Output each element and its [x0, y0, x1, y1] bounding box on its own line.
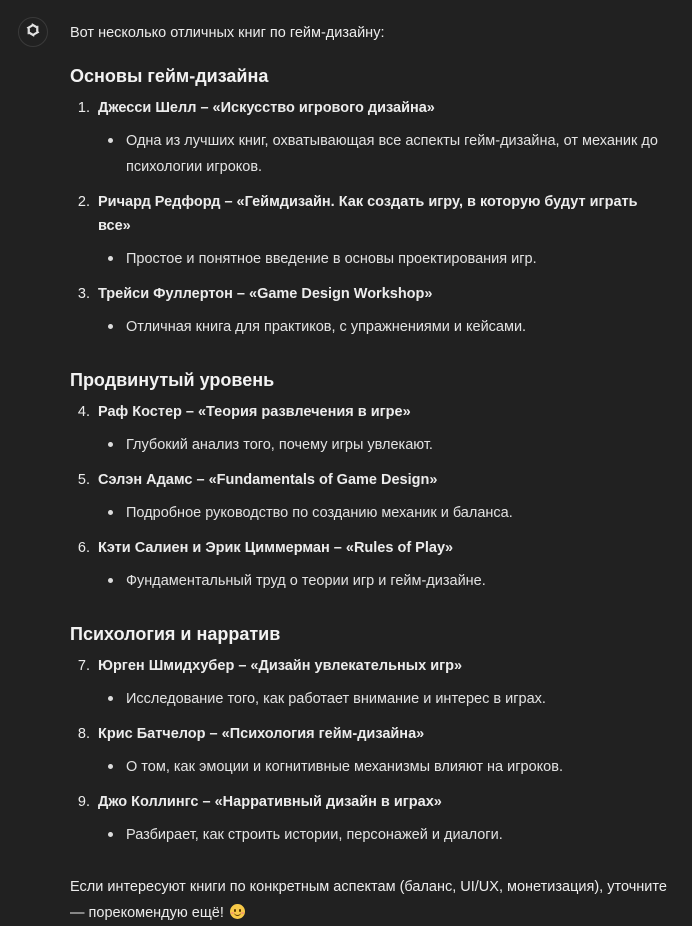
- book-description: [98, 432, 670, 458]
- list-item: [70, 96, 670, 180]
- item-number: 4.: [77, 404, 90, 420]
- item-number: 9.: [77, 794, 90, 810]
- bullet-icon: [108, 324, 113, 329]
- bullet-icon: [108, 256, 113, 261]
- list-item: [70, 790, 670, 848]
- assistant-message: [70, 22, 670, 926]
- bullet-icon: [108, 442, 113, 447]
- list-item: [70, 468, 670, 526]
- book-title: Кэти Салиен и Эрик Циммерман – «Rules of Play»: [98, 540, 454, 556]
- list-item: [70, 536, 670, 594]
- book-list: [70, 654, 670, 848]
- description-text: Разбирает, как строить истории, персонажей и диалоги.: [126, 827, 503, 843]
- book-title: Джо Коллингс – «Нарративный дизайн в играх»: [98, 794, 442, 810]
- book-description: [98, 128, 670, 180]
- description-text: Фундаментальный труд о теории игр и гейм-дизайне.: [126, 573, 486, 589]
- item-number: 2.: [77, 194, 90, 210]
- bullet-icon: [108, 832, 113, 837]
- bullet-icon: [108, 764, 113, 769]
- list-item: [70, 654, 670, 712]
- message-outro: [70, 874, 670, 926]
- list-item: [70, 282, 670, 340]
- book-description: [98, 686, 670, 712]
- book-description: [98, 314, 670, 340]
- item-number: 5.: [77, 472, 90, 488]
- book-description: [98, 246, 670, 272]
- description-text: Подробное руководство по созданию механик и баланса.: [126, 505, 513, 521]
- outro-text: Если интересуют книги по конкретным аспектам (баланс, UI/UX, монетизация), уточните — порекомендую ещё!: [70, 879, 667, 921]
- description-text: Одна из лучших книг, охватывающая все аспекты гейм-дизайна, от механик до психологии игроков.: [126, 133, 658, 175]
- book-description: [98, 568, 670, 594]
- description-text: Глубокий анализ того, почему игры увлекают.: [126, 437, 433, 453]
- book-list: [70, 400, 670, 594]
- item-number: 1.: [77, 100, 90, 116]
- book-description: [98, 822, 670, 848]
- item-number: 6.: [77, 540, 90, 556]
- section-heading: Основы гейм-дизайна: [70, 66, 269, 86]
- section-heading: Психология и нарратив: [70, 624, 281, 644]
- bullet-icon: [108, 510, 113, 515]
- item-number: 7.: [77, 658, 90, 674]
- description-text: О том, как эмоции и когнитивные механизмы влияют на игроков.: [126, 759, 563, 775]
- bullet-icon: [108, 138, 113, 143]
- assistant-avatar: [18, 17, 48, 47]
- description-text: Исследование того, как работает внимание и интерес в играх.: [126, 691, 546, 707]
- message-intro: Вот несколько отличных книг по гейм-дизайну:: [70, 25, 385, 41]
- item-number: 8.: [77, 726, 90, 742]
- book-title: Ричард Редфорд – «Геймдизайн. Как создать игру, в которую будут играть все»: [98, 194, 638, 234]
- smiling-face-emoji-icon: [230, 904, 245, 919]
- book-title: Сэлэн Адамс – «Fundamentals of Game Design»: [98, 472, 438, 488]
- description-text: Отличная книга для практиков, с упражнениями и кейсами.: [126, 319, 527, 335]
- book-title: Трейси Фуллертон – «Game Design Workshop»: [98, 286, 433, 302]
- book-description: [98, 754, 670, 780]
- book-title: Раф Костер – «Теория развлечения в игре»: [98, 404, 411, 420]
- list-item: [70, 722, 670, 780]
- list-item: [70, 190, 670, 272]
- book-title: Крис Батчелор – «Психология гейм-дизайна»: [98, 726, 425, 742]
- description-text: Простое и понятное введение в основы проектирования игр.: [126, 251, 537, 267]
- bullet-icon: [108, 578, 113, 583]
- item-number: 3.: [77, 286, 90, 302]
- list-item: [70, 400, 670, 458]
- bullet-icon: [108, 696, 113, 701]
- book-title: Юрген Шмидхубер – «Дизайн увлекательных игр»: [98, 658, 463, 674]
- book-title: Джесси Шелл – «Искусство игрового дизайна»: [98, 100, 435, 116]
- book-list: [70, 96, 670, 340]
- section-heading: Продвинутый уровень: [70, 370, 275, 390]
- book-description: [98, 500, 670, 526]
- openai-logo-icon: [23, 20, 43, 44]
